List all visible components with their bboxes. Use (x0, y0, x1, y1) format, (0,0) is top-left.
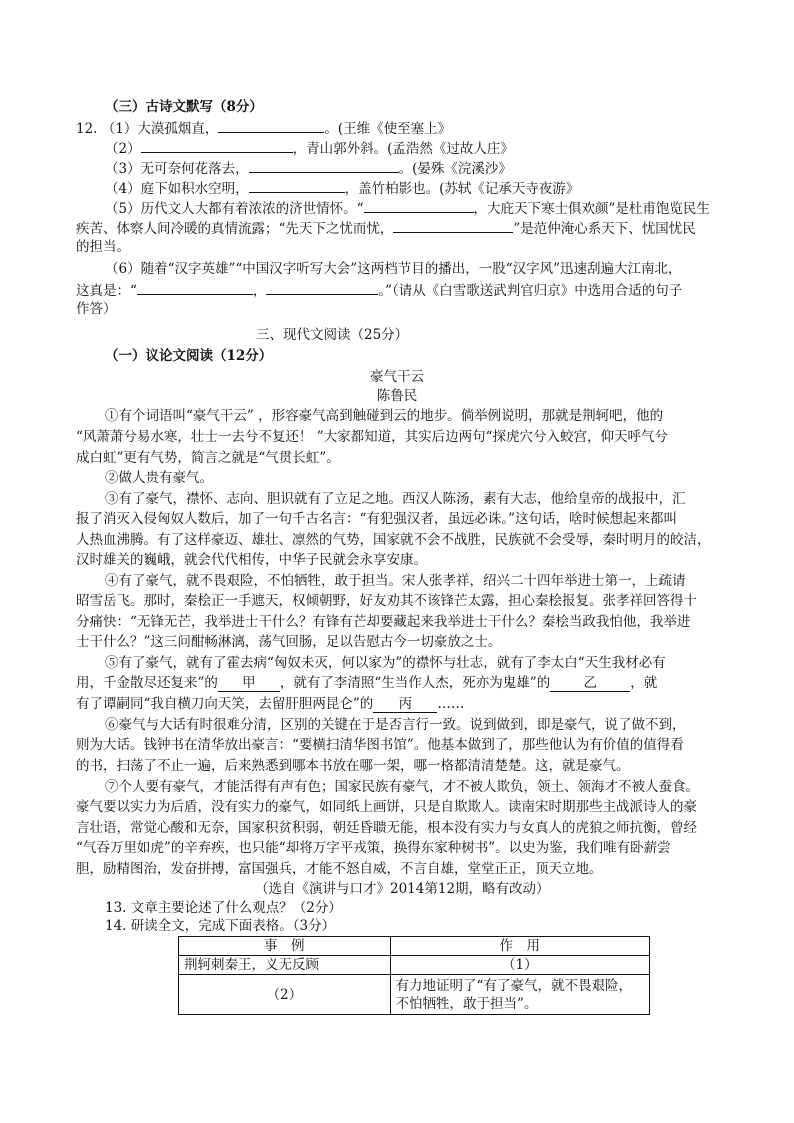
table-header-function: 作 用 (390, 937, 649, 956)
q12-4-source: ，盖竹柏影也。(苏轼《记承天寺夜游》 (344, 181, 580, 197)
article-line: 则为大话。钱钟书在清华放出豪言：“要横扫清华图书馆”。他基本做到了，那些他认为有价值的值得看 (76, 737, 684, 753)
article-line: “气吞万里如虎”的辛弃疾，也只能“却将万字平戎策，换得东家种树书”。以史为鉴，我们唯有卧薪尝 (76, 840, 671, 856)
article-line: 言壮语，常觉心酸和无奈，国家积贫积弱，朝廷昏聩无能，根本没有实力与女真人的虎狼之师抗衡，曾经 (76, 820, 697, 836)
article-line: ⑤有了豪气，就有了霍去病“匈奴未灭，何以家为”的襟怀与壮志，就有了李太白“天生我材必有 (105, 655, 666, 671)
q12-5-text-b: ，大庇天下寒士俱欢颜”是杜甫饱览民生 (473, 201, 710, 217)
article-line: 报了消灭入侵匈奴人数后，加了一句千古名言：“有犯强汉者，虽远必诛。”这句话，啥时候想起来都叫 (76, 511, 678, 527)
function-line-2: 不怕牺牲，敢于担当”。 (395, 995, 538, 1012)
article-line-blanks (76, 674, 657, 692)
q12-2-num: （2） (105, 141, 141, 157)
blank-bing[interactable]: 丙 (373, 697, 437, 713)
article-line: ②做人贵有豪气。 (105, 470, 213, 486)
article-source: （选自《演讲与口才》2014第12期，略有改动） (255, 881, 550, 897)
q14-table (178, 936, 650, 1015)
p5-ellipsis: …… (437, 696, 465, 712)
answer-blank[interactable] (218, 118, 324, 133)
q12-line-6b (76, 280, 682, 300)
q12-4-text: （4）庭下如积水空明， (105, 181, 249, 197)
q12-line-5a (105, 198, 710, 218)
q12-3-text: （3）无可奈何花落去， (105, 161, 249, 177)
q12-line-6a: （6）随着“汉字英雄”“中国汉字听写大会”这两档节目的播出，一股“汉字风”迅速刮遍大江南北， (105, 261, 682, 277)
q12-1-source: 。(王维《使至塞上》 (324, 121, 452, 137)
table-cell-function (390, 975, 649, 1015)
article-line: 胆，励精图治，发奋拼搏，富国强兵，才能不怒自威，不言自雄，堂堂正正，顶天立地。 (76, 861, 603, 877)
poetry-heading: （三）古诗文默写（8分） (105, 99, 263, 115)
article-line: “风萧萧兮易水寒，壮士一去兮不复还！ ”大家都知道，其实后边两句“探虎穴兮入蛟宫，仰天呼气兮 (76, 429, 668, 445)
q12-line-1 (76, 118, 451, 138)
table-header-row (179, 937, 650, 956)
answer-blank[interactable] (249, 158, 399, 173)
p5-text-d: ，就 (630, 675, 658, 691)
q12-6-text-b: 这真是：“ (76, 283, 137, 299)
q12-line-4 (105, 178, 579, 198)
article-line: 汉时雄关的巍峨，就会代代相传，中华子民就会永享安康。 (76, 552, 427, 568)
blank-jia[interactable]: 甲 (218, 676, 280, 692)
q12-6-text-d: 。”（请从《白雪歌送武判官归京》中选用合适的句子 (378, 283, 683, 299)
table-row (179, 956, 650, 975)
question-14: 14. 研读全文，完成下面表格。（3分） (105, 918, 336, 934)
article-line: 士干什么？”这三问酣畅淋漓，荡气回肠，足以告慰古今一切豪放之士。 (76, 634, 502, 650)
p5-text-b: 用，千金散尽还复来”的 (76, 675, 218, 691)
q12-5-text-c: 疾苦、体察人间冷暖的真情流露；“先天下之忧而忧， (76, 221, 394, 237)
p5-text-e: 有了谭嗣同“我自横刀向天笑，去留肝胆两昆仑”的 (76, 696, 374, 712)
answer-blank[interactable] (249, 178, 345, 193)
function-line-1: 有力地证明了“有了豪气，就不畏艰险， (395, 977, 632, 994)
article-line: ⑥豪气与大话有时很难分清，区别的关键在于是否言行一致。说到做到，即是豪气，说了做不到， (105, 717, 686, 733)
answer-blank[interactable] (137, 280, 253, 295)
answer-blank[interactable] (364, 198, 474, 213)
answer-cell-2[interactable]: （2） (179, 975, 391, 1015)
q12-line-2 (105, 138, 514, 158)
article-line: ③有了豪气，襟怀、志向、胆识就有了立足之地。西汉人陈汤，素有大志，他给皇帝的战报中，汇 (105, 491, 686, 507)
blank-yi[interactable]: 乙 (550, 676, 630, 692)
q12-5-text-a: （5）历代文人大都有着浓浓的济世情怀。“ (105, 201, 364, 217)
q12-5-text-d: ”是范仲淹心系天下、忧国忧民 (513, 221, 696, 237)
section-subtitle: （一）议论文阅读（12分） (105, 348, 273, 364)
q12-2-source: ，青山郭外斜。(孟浩然《过故人庄》 (292, 141, 514, 157)
article-line: ①有个词语叫“豪气干云” ，形容豪气高到触碰到云的地步。倘举例说明，那就是荆轲吧，他的 (105, 408, 664, 424)
answer-blank[interactable] (266, 280, 378, 295)
section-title: 三、现代文阅读（25分） (256, 327, 409, 343)
q12-line-5b (76, 218, 696, 238)
q12-3-source: 。(晏殊《浣溪沙》 (398, 161, 512, 177)
q12-number: 12. (76, 121, 98, 137)
question-13: 13. 文章主要论述了什么观点？（2分） (105, 900, 342, 916)
article-line: 人热血沸腾。有了这样豪迈、雄壮、凛然的气势，国家就不会不战胜，民族就不会受辱，秦时明月的皎洁， (76, 532, 711, 548)
article-line: ⑦个人要有豪气，才能活得有声有色；国家民族有豪气，才不被人欺负，领土、领海才不被人蚕食。 (105, 779, 699, 795)
article-line: 的书，扫荡了不止一遍，后来熟悉到哪本书放在哪一架，哪一格都清清楚楚。这，就是豪气。 (76, 758, 630, 774)
answer-cell-1[interactable]: （1） (390, 956, 649, 975)
table-row (179, 975, 650, 1015)
article-line: 成白虹”更有气势，简言之就是“气贯长虹”。 (76, 450, 340, 466)
q12-line-5c: 的担当。 (76, 239, 130, 255)
answer-blank[interactable] (393, 218, 513, 233)
article-line: ④有了豪气，就不畏艰险，不怕牺牲，敢于担当。宋人张孝祥，绍兴二十四年举进士第一，上疏请 (105, 573, 686, 589)
p5-text-c: ，就有了李清照“生当作人杰，死亦为鬼雄”的 (279, 675, 551, 691)
answer-blank[interactable] (141, 138, 293, 153)
q12-6-comma: ， (252, 283, 267, 299)
article-line: 分痛快：“无锋无芒，我举进士干什么？有锋有芒却要藏起来我举进士干什么？秦桧当政我怕他，我举进 (76, 614, 691, 630)
q12-line-6c: 作答） (76, 301, 117, 317)
table-header-example: 事 例 (179, 937, 391, 956)
table-cell-example: 荆轲刺秦王，义无反顾 (179, 956, 391, 975)
article-title: 豪气干云 (370, 369, 424, 385)
q12-line-3 (105, 158, 512, 178)
article-line: 豪气要以实力为后盾，没有实力的豪气，如同纸上画饼，只是自欺欺人。读南宋时期那些主战派诗人的豪 (76, 799, 697, 815)
article-line: 昭雪岳飞。那时，秦桧正一手遮天，权倾朝野，好友劝其不该锋芒太露，担心秦桧报复。张孝祥回答得十 (76, 593, 697, 609)
q12-1-text: （1）大漠孤烟直， (101, 121, 219, 137)
article-author: 陈鲁民 (376, 388, 418, 404)
article-line-blanks (76, 695, 464, 713)
